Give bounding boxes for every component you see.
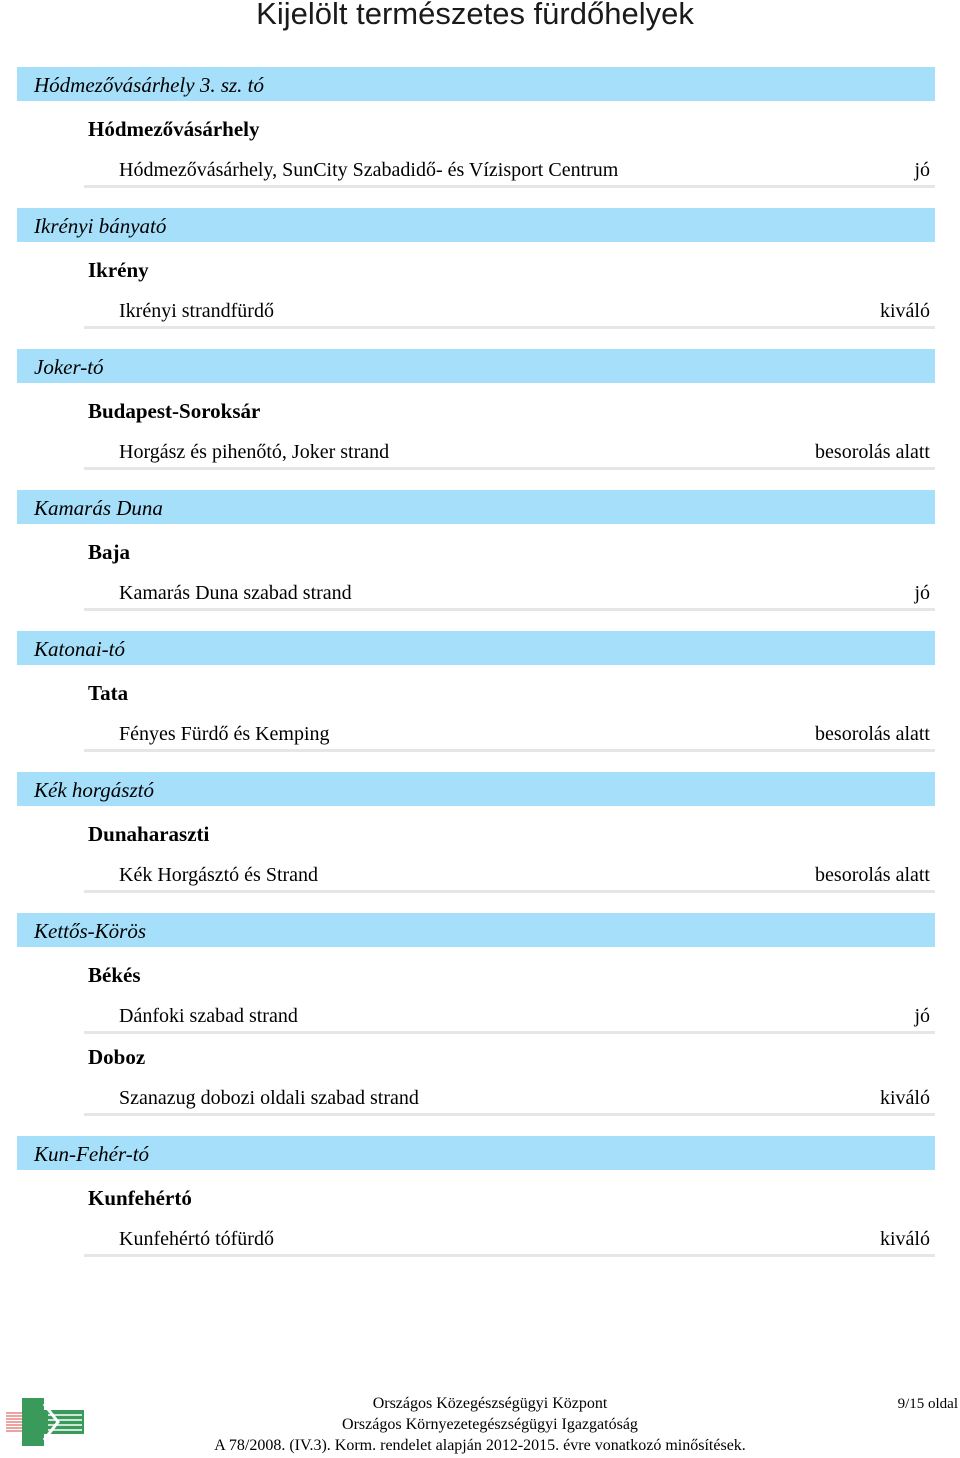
organization-logo [4, 1396, 86, 1448]
beach-name: Kamarás Duna szabad strand [119, 582, 352, 604]
lake-header [17, 631, 935, 665]
beach-name: Horgász és pihenőtó, Joker strand [119, 441, 390, 463]
city-name: Kunfehértó [88, 1186, 192, 1210]
beach-row [84, 722, 935, 752]
quality-rating: jó [914, 159, 930, 181]
beach-name: Dánfoki szabad strand [119, 1005, 298, 1027]
quality-rating: kiváló [880, 1087, 930, 1109]
lake-name: Kun-Fehér-tó [34, 1142, 150, 1166]
city-name: Tata [88, 681, 129, 705]
lake-name: Kék horgásztó [34, 778, 154, 802]
lake-header [17, 67, 935, 101]
lake-name: Kettős-Körös [34, 919, 147, 943]
lake-name: Kamarás Duna [34, 496, 163, 520]
beach-name: Szanazug dobozi oldali szabad strand [119, 1087, 419, 1109]
lake-header [17, 1136, 935, 1170]
beach-name: Ikrényi strandfürdő [119, 300, 274, 322]
quality-rating: jó [914, 582, 930, 604]
lake-name: Hódmezővásárhely 3. sz. tó [34, 73, 265, 97]
beach-row [84, 440, 935, 470]
beach-name: Fényes Fürdő és Kemping [119, 723, 330, 745]
city-name: Baja [88, 540, 130, 564]
quality-rating: besorolás alatt [815, 864, 930, 886]
lake-header [17, 772, 935, 806]
lake-name: Joker-tó [34, 355, 104, 379]
beach-row [84, 1004, 935, 1034]
footer-directorate: Országos Környezetegészségügyi Igazgatóság [342, 1416, 638, 1433]
lake-header [17, 208, 935, 242]
beach-row [84, 863, 935, 893]
quality-rating: kiváló [880, 1228, 930, 1250]
city-name: Hódmezővásárhely [88, 117, 260, 141]
lake-header [17, 349, 935, 383]
city-name: Békés [88, 963, 141, 987]
quality-rating: besorolás alatt [815, 441, 930, 463]
page-number: 9/15 oldal [897, 1396, 958, 1412]
lake-name: Ikrényi bányató [34, 214, 167, 238]
city-name: Ikrény [88, 258, 149, 282]
beach-row [84, 581, 935, 611]
lake-header [17, 913, 935, 947]
quality-rating: jó [914, 1005, 930, 1027]
beach-row [84, 158, 935, 188]
lake-name: Katonai-tó [34, 637, 126, 661]
footer-organization: Országos Közegészségügyi Központ [372, 1395, 608, 1412]
beach-name: Kunfehértó tófürdő [119, 1228, 274, 1250]
beach-name: Kék Horgásztó és Strand [119, 864, 319, 886]
city-name: Budapest-Soroksár [88, 399, 261, 423]
beach-row [84, 299, 935, 329]
lake-header [17, 490, 935, 524]
page-title: Kijelölt természetes fürdőhelyek [256, 0, 694, 31]
quality-rating: besorolás alatt [815, 723, 930, 745]
beach-name: Hódmezővásárhely, SunCity Szabadidő- és Vízisport Centrum [119, 159, 619, 181]
footer-legal-note: A 78/2008. (IV.3). Korm. rendelet alapján 2012-2015. évre vonatkozó minősítések. [214, 1437, 746, 1454]
city-name: Doboz [88, 1045, 146, 1069]
quality-rating: kiváló [880, 300, 930, 322]
city-name: Dunaharaszti [88, 822, 210, 846]
beach-row [84, 1086, 935, 1116]
beach-row [84, 1227, 935, 1257]
